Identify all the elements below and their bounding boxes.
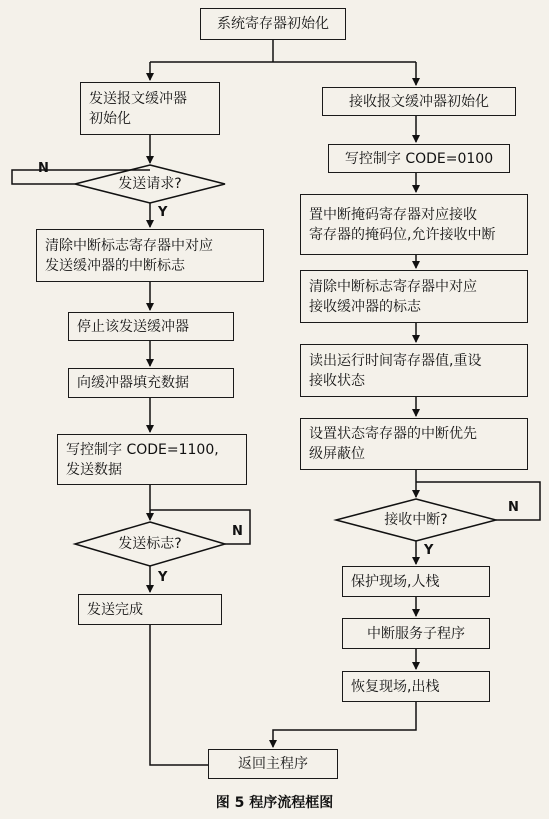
figure-caption: 图 5 程序流程框图 <box>215 795 334 811</box>
recv-interrupt-no-label: N <box>508 500 519 515</box>
return-main-box: 返回主程序 <box>208 749 338 779</box>
clear-send-flag-box: 清除中断标志寄存器中对应 发送缓冲器的中断标志 <box>36 229 264 282</box>
send-request-yes-label: Y <box>158 205 168 220</box>
isr-box: 中断服务子程序 <box>342 618 490 649</box>
send-flag-no-label: N <box>232 524 243 539</box>
set-mask-box: 置中断掩码寄存器对应接收 寄存器的掩码位,允许接收中断 <box>300 194 528 255</box>
recv-interrupt-yes-label: Y <box>424 543 434 558</box>
write-code-1100-box: 写控制字 CODE=1100, 发送数据 <box>57 434 247 485</box>
read-timer-box: 读出运行时间寄存器值,重设 接收状态 <box>300 344 528 397</box>
send-request-no-label: N <box>38 161 49 176</box>
fill-buffer-box: 向缓冲器填充数据 <box>68 368 234 398</box>
set-priority-box: 设置状态寄存器的中断优先 级屏蔽位 <box>300 418 528 470</box>
send-done-box: 发送完成 <box>78 594 222 625</box>
send-buffer-init-box: 发送报文缓冲器 初始化 <box>80 82 220 135</box>
recv-buffer-init-box: 接收报文缓冲器初始化 <box>322 87 516 116</box>
recv-interrupt-label: 接收中断? <box>384 512 448 528</box>
write-code-0100-box: 写控制字 CODE=0100 <box>328 144 510 173</box>
save-context-box: 保护现场,人栈 <box>342 566 490 597</box>
send-flag-yes-label: Y <box>158 570 168 585</box>
restore-context-box: 恢复现场,出栈 <box>342 671 490 702</box>
send-request-label: 发送请求? <box>118 176 182 192</box>
stop-send-buffer-box: 停止该发送缓冲器 <box>68 312 234 341</box>
edge-done-to-return <box>150 625 265 765</box>
clear-recv-flag-box: 清除中断标志寄存器中对应 接收缓冲器的标志 <box>300 270 528 323</box>
send-flag-label: 发送标志? <box>118 536 182 552</box>
edge-restore-to-return <box>273 702 416 747</box>
sys-init-box: 系统寄存器初始化 <box>200 8 346 40</box>
